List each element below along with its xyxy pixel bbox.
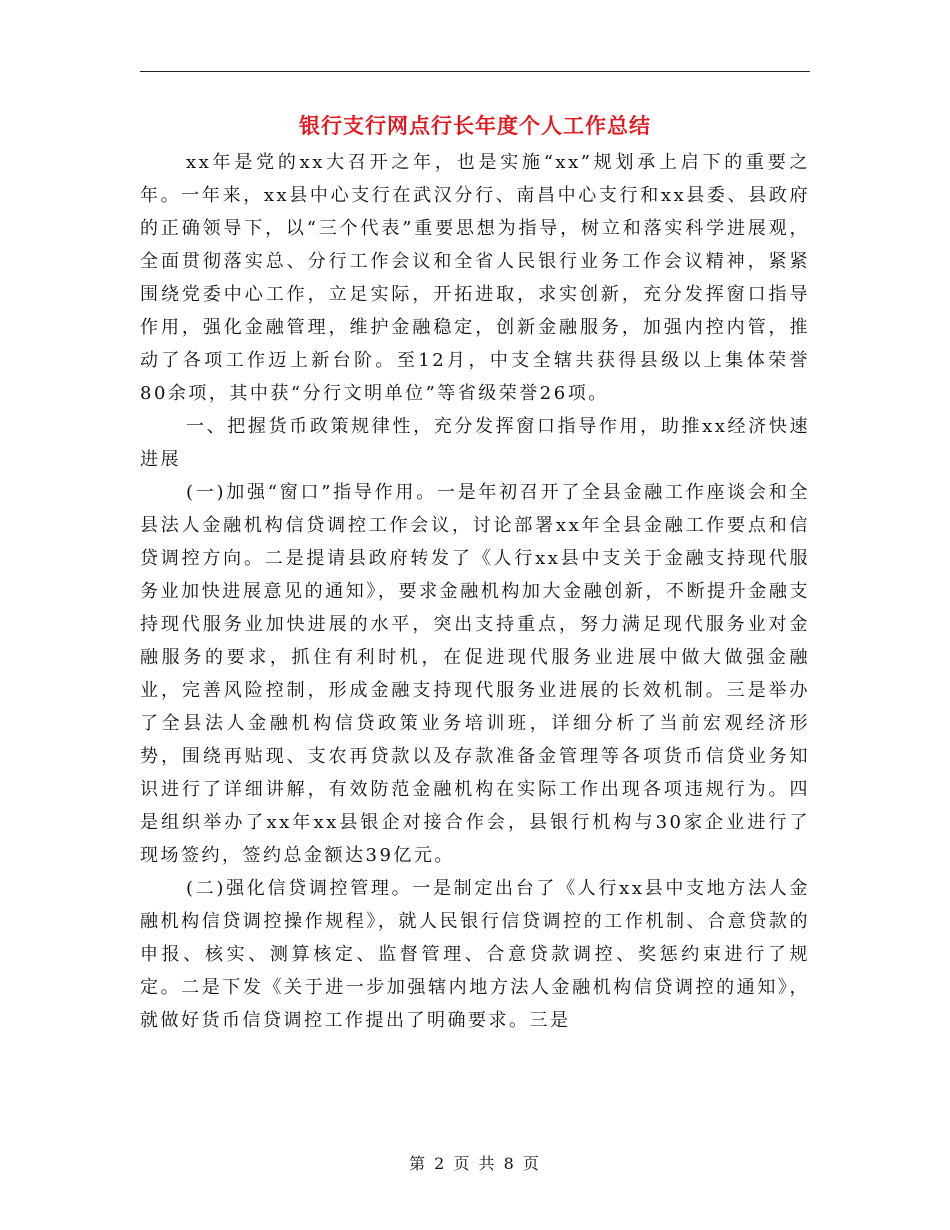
document-title: 银行支行网点行长年度个人工作总结 (299, 113, 651, 138)
paragraph-section-1-2: (二)强化信贷调控管理。一是制定出台了《人行xx县中支地方法人金融机构信贷调控操作规程》，就人民银行信贷调控的工作机制、合意贷款的申报、核实、测算核定、监督管理、合意贷款调控、奖惩约束进行了规定。二是下发《关于进一步加强辖内地方法人金融机构信贷调控的通知》，就做好货币信贷调控工作提出了明确要求。三是 (140, 878, 810, 1031)
header-rule (140, 71, 810, 72)
paragraph-intro: xx年是党的xx大召开之年，也是实施“xx”规划承上启下的重要之年。一年来，xx县中心支行在武汉分行、南昌中心支行和xx县委、县政府的正确领导下，以“三个代表”重要思想为指导，树立和落实科学进展观，全面贯彻落实总、分行工作会议和全省人民银行业务工作会议精神，紧紧围绕党委中心工作，立足实际，开拓进取，求实创新，充分发挥窗口指导作用，强化金融管理，维护金融稳定，创新金融服务，加强内控内管，推动了各项工作迈上新台阶。至12月，中支全辖共获得县级以上集体荣誉80余项，其中获“分行文明单位”等省级荣誉26项。 (140, 152, 810, 404)
document-body (140, 146, 810, 1037)
paragraph-section-1-1: (一)加强“窗口”指导作用。一是年初召开了全县金融工作座谈会和全县法人金融机构信贷调控工作会议，讨论部署xx年全县金融工作要点和信贷调控方向。二是提请县政府转发了《人行xx县中支关于金融支持现代服务业加快进展意见的通知》，要求金融机构加大金融创新，不断提升金融支持现代服务业加快进展的水平，突出支持重点，努力满足现代服务业对金融服务的要求，抓住有利时机，在促进现代服务业进展中做大做强金融业，完善风险控制，形成金融支持现代服务业进展的长效机制。三是举办了全县法人金融机构信贷政策业务培训班，详细分析了当前宏观经济形势，围绕再贴现、支农再贷款以及存款准备金管理等各项货币信贷业务知识进行了详细讲解，有效防范金融机构在实际工作出现各项违规行为。四是组织举办了xx年xx县银企对接合作会，县银行机构与30家企业进行了现场签约，签约总金额达39亿元。 (140, 482, 810, 866)
section-heading-1: 一、把握货币政策规律性，充分发挥窗口指导作用，助推xx经济快速进展 (140, 416, 810, 470)
page-number: 第 2 页 共 8 页 (409, 1154, 541, 1173)
